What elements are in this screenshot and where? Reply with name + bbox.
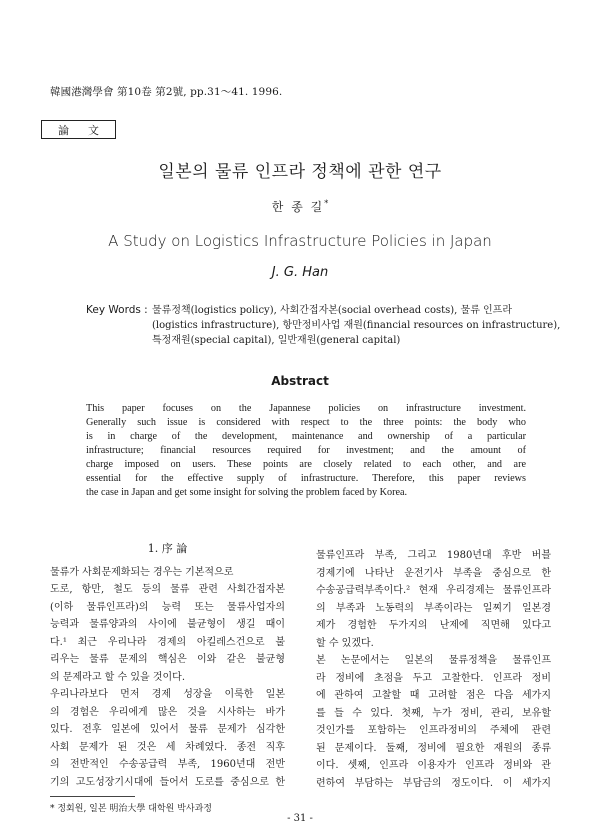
body-line: 에 관하여 고찰할 때 고려할 점은 다음 세가지 (316, 690, 551, 701)
body-line: 의 전반적인 수송공급력 부족, 1960년대 전반 (50, 759, 285, 770)
right-column (316, 547, 551, 792)
footnote-divider (50, 796, 135, 797)
body-line: 의 문제라고 할 수 있을 것이다. (50, 671, 185, 683)
body-line: 의 부족과 노동력의 부족이라는 일찌기 일본경 (316, 602, 551, 614)
body-line: 수송공급력부족이다.² 현재 우리경제는 물류인프라 (316, 585, 551, 596)
abstract-heading: Abstract (271, 374, 329, 388)
article-type-char-1: 論 (58, 123, 69, 137)
body-line: (이하 물류인프라)의 능력 또는 물류사업자의 (50, 601, 285, 613)
author-korean-name: 한 종 길 (271, 200, 325, 214)
abstract-body (86, 402, 526, 500)
body-line: 할 수 있겠다. (316, 637, 374, 649)
body-line: 를 들 수 있다. 첫째, 누가 정비, 관리, 보유할 (316, 707, 551, 719)
title-english: A Study on Logistics Infrastructure Policies in Japan (108, 232, 492, 250)
body-line: 라 정비에 초점을 두고 고찰한다. 인프라 정비 (316, 672, 551, 684)
body-line: 경제기에 나타난 운전기사 부족을 중심으로 한 (316, 567, 551, 579)
abstract-line: Generally such issue is considered with respect to the three points: the body who (86, 417, 526, 428)
abstract-line: infrastructure; financial resources required for investment; and the amount of (86, 445, 526, 456)
body-line: 다.¹ 최근 우리나라 경제의 아킬레스건으로 불 (50, 636, 285, 648)
abstract-line: essential for the effective supply of infrastructure. Therefore, this paper reviews (86, 473, 526, 484)
author-footnote-mark: * (324, 199, 329, 208)
abstract-line: charge imposed on users. These points are closely related to each other, and are (86, 459, 526, 470)
keywords-line: (logistics infrastructure), 항만정비사업 재원(financial resources on infrastructure), (152, 320, 561, 331)
title-korean: 일본의 물류 인프라 정책에 관한 연구 (158, 162, 442, 182)
keywords-line: 특정재원(special capital), 일반재원(general capital) (152, 335, 401, 346)
journal-citation: 韓國港灣學會 第10卷 第2號, pp.31～41. 1996. (50, 86, 283, 98)
page-number: - 31 - (287, 813, 313, 824)
article-type-char-2: 文 (88, 123, 99, 137)
body-line: 사회 문제가 된 것은 세 차례였다. 종전 직후 (50, 741, 285, 753)
body-line: 도로, 항만, 철도 등의 물류 관련 사회간접자본 (50, 584, 285, 595)
keywords-line: 물류정책(logistics policy), 사회간접자본(social overhead costs), 물류 인프라 (152, 305, 513, 316)
author-english: J. G. Han (271, 265, 329, 280)
keywords-label: Key Words : (86, 304, 148, 316)
abstract-line: is in charge of the development, maintenance and ownership of a particular (86, 431, 526, 442)
body-line: 본 논문에서는 일본의 물류정책을 물류인프 (316, 655, 551, 666)
body-line: 제가 경험한 두가지의 난제에 직면해 있다고 (316, 620, 551, 631)
article-type-box (41, 120, 116, 139)
author-korean (0, 198, 600, 215)
body-line: 것인가를 포함하는 인프라정비의 주체에 관련 (316, 725, 551, 736)
footnote: * 정회원, 일본 明治大學 대학원 박사과정 (50, 804, 212, 814)
body-line: 능력과 물류양과의 사이에 불균형이 생길 때이 (50, 619, 285, 630)
body-line: 된 문제이다. 둘째, 정비에 필요한 재원의 종류 (316, 742, 551, 754)
keywords-list (152, 303, 561, 348)
body-line: 리우는 물류 문제의 핵심은 이와 같은 불균형 (50, 654, 285, 665)
section-heading-introduction: 1. 序 論 (147, 542, 188, 555)
body-line: 물류인프라 부족, 그리고 1980년대 후반 버블 (316, 550, 551, 561)
body-line: 련하여 부담하는 부담금의 정도이다. 이 세가지 (316, 777, 551, 789)
body-line: 기의 고도성장기시대에 들어서 도로를 중심으로 한 (50, 776, 285, 788)
body-line: 이다. 셋째, 인프라 이용자가 인프라 정비와 관 (316, 760, 551, 771)
body-line: 물류가 사회문제화되는 경우는 기본적으로 (50, 566, 234, 578)
left-column (50, 540, 285, 791)
abstract-line: This paper focuses on the Japannese policies on infrastructure investment. (86, 403, 526, 414)
body-line: 의 경험은 우리에게 많은 것을 시사하는 바가 (50, 706, 285, 718)
body-line: 우리나라보다 먼저 경제 성장을 이룩한 일본 (50, 689, 285, 700)
body-line: 있다. 전후 일본에 있어서 물류 문제가 심각한 (50, 724, 285, 735)
abstract-line: the case in Japan and get some insight for solving the problem faced by Korea. (86, 487, 408, 498)
